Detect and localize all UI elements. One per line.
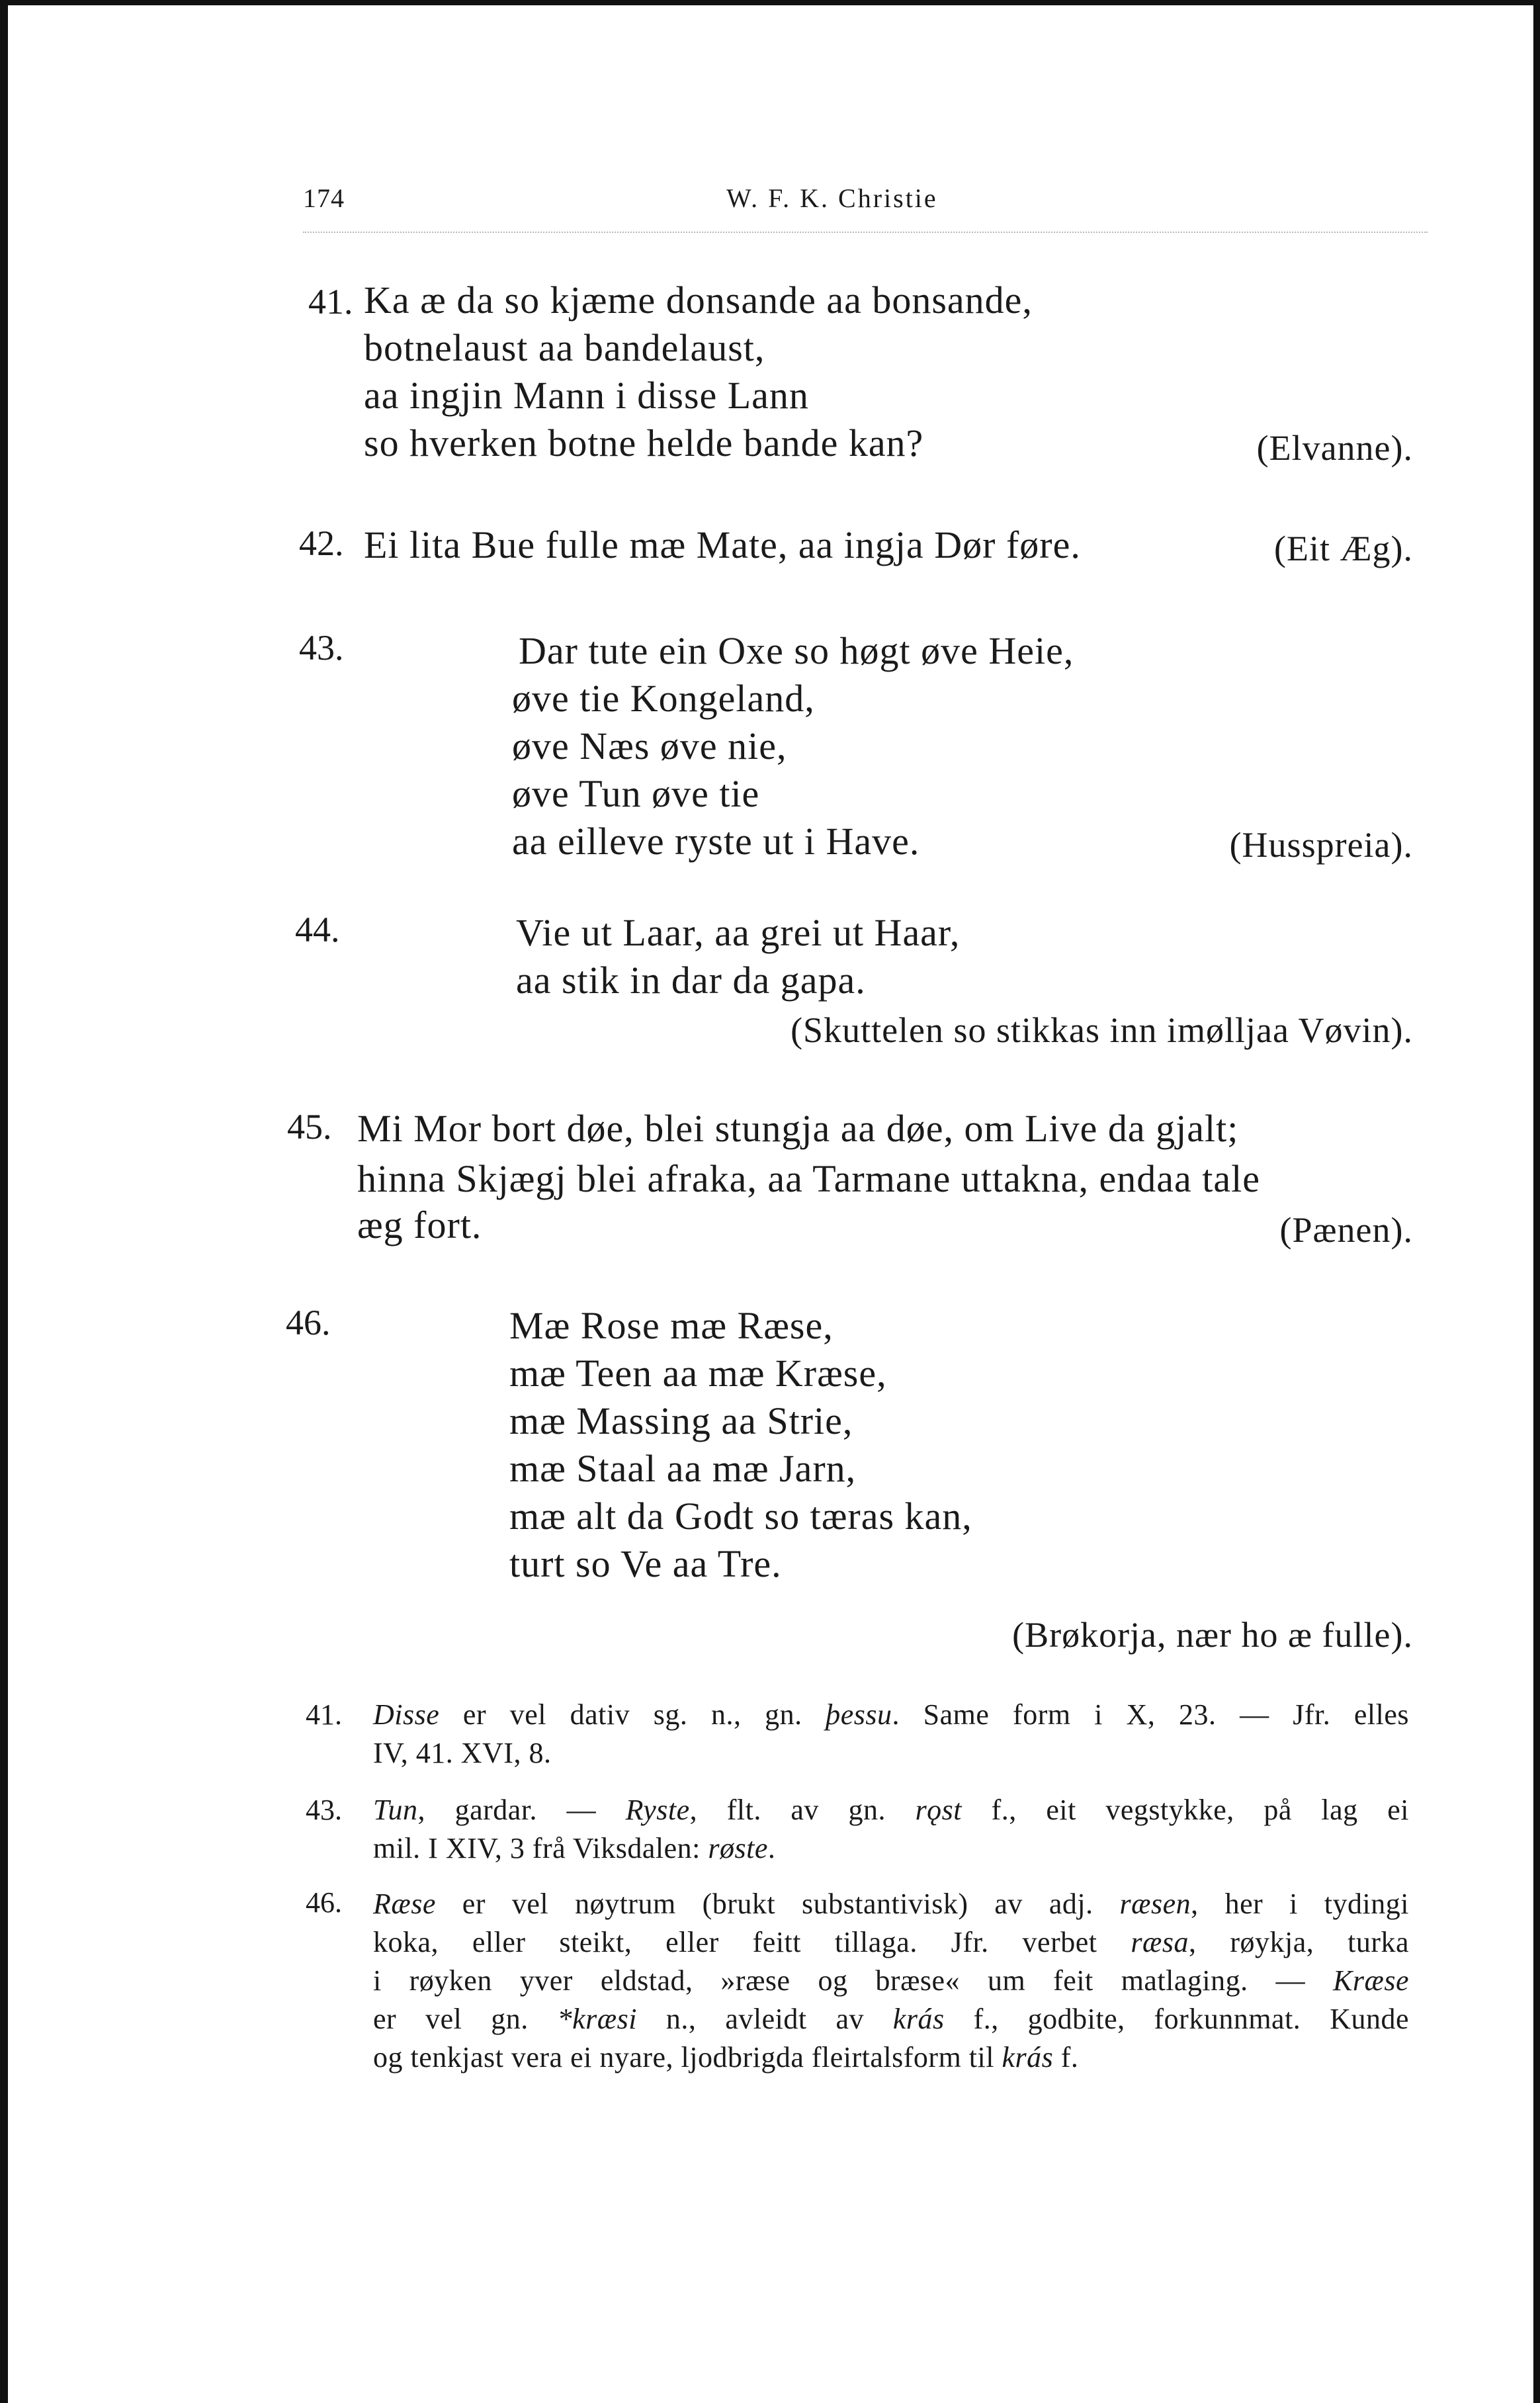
running-head: W. F. K. Christie (726, 183, 938, 213)
footnote-line: IV, 41. XVI, 8. (373, 1737, 552, 1769)
riddle-answer: (Elvanne). (1256, 428, 1413, 468)
footnote-line: koka, eller steikt, eller feitt tillaga. Jfr. verbet ræsa, røykja, turka (373, 1926, 1409, 1958)
riddle-line: øve Næs øve nie, (512, 724, 787, 767)
scan-border-top (0, 0, 1540, 5)
footnote-term: Ræse (373, 1888, 436, 1920)
riddle-number: 45. (287, 1107, 332, 1147)
riddle-line: mæ Staal aa mæ Jarn, (509, 1447, 857, 1490)
riddle-line: aa eilleve ryste ut i Have. (512, 820, 920, 863)
footnote-line: og tenkjast vera ei nyare, ljodbrigda fleirtalsform til krás f. (373, 2041, 1079, 2074)
footnote-term: þessu (826, 1698, 892, 1731)
riddle-line: Mæ Rose mæ Ræse, (509, 1304, 834, 1347)
footnote-line: mil. I XIV, 3 frå Viksdalen: røste. (373, 1832, 776, 1864)
riddle-number: 44. (295, 910, 340, 949)
footnote-line: Disse er vel dativ sg. n., gn. þessu. Same form i X, 23. — Jfr. elles (373, 1698, 1409, 1731)
riddle-line: aa stik in dar da gapa. (516, 959, 866, 1002)
footnote-line: er vel gn. *kræsi n., avleidt av krás f., godbite, forkunnmat. Kunde (373, 2003, 1410, 2035)
footnote-term: rǫst (915, 1794, 962, 1826)
riddle-number: 41. (308, 282, 353, 322)
riddle-line: Ei lita Bue fulle mæ Mate, aa ingja Dør føre. (364, 523, 1081, 566)
page-number: 174 (303, 183, 345, 213)
footnote-line: Tun, gardar. — Ryste, flt. av gn. rǫst f., eit vegstykke, på lag ei (373, 1794, 1409, 1826)
riddle-answer: (Husspreia). (1229, 825, 1413, 865)
scan-border-left (0, 0, 8, 2403)
riddle-answer: (Eit Æg). (1274, 529, 1413, 568)
footnote-number: 46. (306, 1886, 342, 1919)
footnote-term: ræsa (1131, 1926, 1189, 1958)
riddle-number: 42. (299, 523, 344, 563)
footnote-term: krás (1002, 2041, 1054, 2074)
footnote-term: røste (708, 1832, 768, 1864)
riddle-line: æg fort. (357, 1203, 482, 1246)
riddle-number: 46. (286, 1303, 331, 1342)
footnote-term: Tun (373, 1794, 418, 1826)
riddle-line: mæ alt da Godt so tæras kan, (509, 1495, 972, 1538)
riddle-line: so hverken botne helde bande kan? (364, 421, 924, 464)
riddle-line: Mi Mor bort døe, blei stungja aa døe, om Live da gjalt; (357, 1107, 1239, 1150)
riddle-answer: (Brøkorja, nær ho æ fulle). (1012, 1615, 1413, 1655)
footnote-line: Ræse er vel nøytrum (brukt substantivisk) av adj. ræsen, her i tydingi (373, 1888, 1409, 1920)
footnote-number: 41. (306, 1698, 342, 1731)
footnote-line: i røyken yver eldstad, »ræse og bræse« um feit matlaging. — Kræse (373, 1964, 1409, 1997)
riddle-line: mæ Massing aa Strie, (509, 1399, 853, 1442)
footnote-term: Disse (373, 1698, 440, 1731)
riddle-line: øve tie Kongeland, (512, 677, 815, 720)
footnote-term: Kræse (1333, 1964, 1409, 1997)
footnote-term: Ryste (625, 1794, 690, 1826)
riddle-line: mæ Teen aa mæ Kræse, (509, 1352, 887, 1395)
riddle-line: øve Tun øve tie (512, 772, 760, 815)
riddle-answer: (Pænen). (1279, 1210, 1413, 1250)
header-rule (303, 232, 1428, 234)
riddle-line: hinna Skjægj blei afraka, aa Tarmane uttakna, endaa tale (357, 1157, 1260, 1200)
page-header (303, 183, 1428, 236)
footnote-number: 43. (306, 1794, 342, 1826)
riddle-line: turt so Ve aa Tre. (509, 1542, 782, 1585)
riddle-line: Ka æ da so kjæme donsande aa bonsande, (364, 279, 1033, 322)
footnote-term: *kræsi (557, 2003, 638, 2035)
riddle-line: aa ingjin Mann i disse Lann (364, 374, 809, 417)
scan-border-right (1533, 0, 1540, 2403)
riddle-number: 43. (299, 628, 344, 668)
riddle-line: Dar tute ein Oxe so høgt øve Heie, (519, 629, 1074, 672)
riddle-answer: (Skuttelen so stikkas inn imølljaa Vøvin). (791, 1010, 1413, 1050)
riddle-line: botnelaust aa bandelaust, (364, 326, 765, 369)
riddle-line: Vie ut Laar, aa grei ut Haar, (516, 911, 961, 954)
footnote-term: ræsen (1119, 1888, 1191, 1920)
footnote-term: krás (892, 2003, 945, 2035)
